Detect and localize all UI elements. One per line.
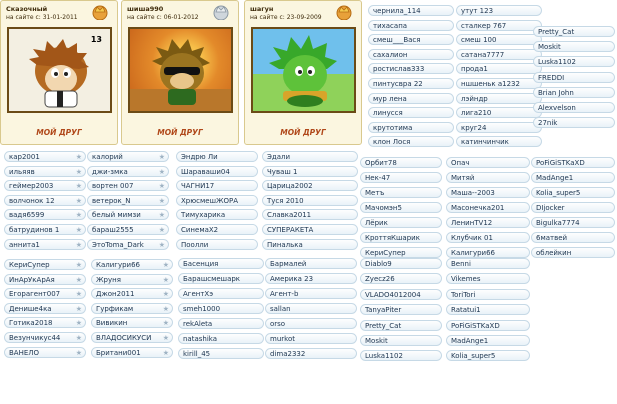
friend-name-chip[interactable] — [4, 332, 86, 343]
friend-name: Чуваш 1 — [267, 167, 298, 176]
friend-name: облейкин — [536, 249, 572, 257]
friend-name: Клубчик 01 — [451, 234, 493, 242]
friend-name-chip[interactable] — [531, 247, 615, 258]
friend-name: Жруня — [96, 275, 121, 284]
friend-name-chip[interactable] — [456, 122, 542, 133]
friend-name: Везунчикус44 — [9, 334, 61, 342]
friend-name-chip[interactable] — [91, 347, 173, 358]
friend-name-chip[interactable] — [368, 136, 454, 147]
star-icon[interactable]: ★ — [75, 334, 82, 342]
friend-name: Diablo9 — [365, 260, 392, 268]
star-icon[interactable]: ★ — [75, 153, 82, 161]
friend-nick[interactable]: шагун — [250, 5, 274, 13]
friend-name-chip[interactable] — [360, 304, 442, 315]
friend-name: круг24 — [461, 123, 487, 132]
friend-name-chip[interactable] — [456, 5, 542, 16]
friend-name-chip[interactable] — [360, 335, 442, 346]
friend-name: Калигури66 — [451, 249, 496, 257]
friend-name: ншшеньк a1232 — [461, 80, 520, 88]
friend-name: Туся 2010 — [267, 196, 304, 205]
friend-name-chip[interactable] — [533, 117, 615, 128]
star-icon[interactable]: ★ — [162, 319, 169, 328]
friend-name: вортен 007 — [92, 182, 134, 191]
friend-name-chip[interactable] — [178, 273, 264, 284]
friend-name-chip[interactable] — [368, 107, 454, 118]
my-friend-label: МОЙ ДРУГ — [157, 128, 203, 137]
friend-name: ХрюсмешЖОРА — [181, 196, 239, 205]
friend-name-chip[interactable] — [262, 151, 358, 162]
friend-name-chip[interactable] — [87, 151, 169, 162]
friend-name-chip[interactable] — [368, 5, 454, 16]
friend-name-chip[interactable] — [176, 151, 258, 162]
friend-name: Барашсмешарк — [183, 275, 241, 283]
friend-name-chip[interactable] — [176, 180, 258, 191]
friend-card-3[interactable] — [244, 0, 362, 145]
friend-name-chip[interactable] — [176, 209, 258, 220]
friend-name: крутотима — [373, 123, 413, 132]
friend-name: Бармалей — [270, 260, 307, 268]
star-icon[interactable]: ★ — [162, 334, 169, 342]
friend-name: Brian John — [538, 88, 574, 97]
friend-name-chip[interactable] — [4, 151, 86, 162]
friend-name-chip[interactable] — [265, 348, 357, 359]
friend-name: калорий — [92, 153, 123, 161]
friend-name: Нек-47 — [365, 174, 391, 182]
star-icon[interactable]: ★ — [158, 196, 165, 205]
friend-name-chip[interactable] — [91, 259, 173, 270]
friend-name: rekAleta — [183, 320, 213, 328]
friend-name-chip[interactable] — [446, 202, 530, 213]
friend-name-chip[interactable] — [265, 318, 357, 329]
friend-name: natashika — [183, 335, 218, 343]
friend-name-chip[interactable] — [4, 239, 86, 250]
friend-name-chip[interactable] — [360, 289, 442, 300]
star-icon[interactable]: ★ — [158, 167, 165, 176]
crown-icon — [335, 4, 353, 20]
friend-name-chip[interactable] — [360, 157, 442, 168]
friend-name: тихасапа — [373, 21, 408, 30]
friend-name-chip[interactable] — [176, 224, 258, 235]
friend-name-chip[interactable] — [87, 180, 169, 191]
friend-name-chip[interactable] — [4, 288, 86, 299]
friend-name-chip[interactable] — [533, 72, 615, 83]
star-icon[interactable]: ★ — [162, 290, 169, 299]
friend-name: Басенция — [183, 260, 219, 268]
friend-name-chip[interactable] — [178, 333, 264, 344]
friend-name: orso — [270, 320, 286, 328]
star-icon[interactable]: ★ — [75, 196, 82, 205]
friend-name: ЛенинTV12 — [451, 219, 493, 227]
friend-name-chip[interactable] — [4, 224, 86, 235]
friend-name: TanyaPiter — [365, 306, 402, 315]
friend-name: АгентХэ — [183, 290, 214, 298]
friend-name: MadAnge1 — [536, 174, 574, 182]
friend-nick[interactable]: Сказочный — [6, 5, 48, 13]
member-since: на сайте с: 06-01-2012 — [127, 14, 199, 21]
friend-name-chip[interactable] — [446, 187, 530, 198]
friend-avatar[interactable] — [128, 27, 233, 113]
friend-name-chip[interactable] — [446, 217, 530, 228]
friend-name: Zyecz26 — [365, 275, 395, 284]
friend-name: Британи001 — [96, 348, 141, 357]
friend-name: Славка2011 — [267, 211, 312, 220]
friend-name: Эдали — [267, 153, 291, 161]
friend-name: утут 123 — [461, 7, 494, 15]
my-friend-label: МОЙ ДРУГ — [280, 128, 326, 137]
friend-name: Benni — [451, 260, 471, 268]
friend-name: кар2001 — [9, 153, 40, 161]
friend-name-chip[interactable] — [533, 87, 615, 98]
star-icon[interactable]: ★ — [75, 319, 82, 328]
friend-name: ветерок_N — [92, 196, 131, 205]
friend-name-chip[interactable] — [360, 273, 442, 284]
friend-name-chip[interactable] — [178, 303, 264, 314]
friend-name: Пиналька — [267, 240, 303, 249]
friend-name-chip[interactable] — [456, 34, 542, 45]
friend-name-chip[interactable] — [368, 78, 454, 89]
friend-name: СинемаX2 — [181, 226, 219, 234]
friend-name-chip[interactable] — [456, 107, 542, 118]
friend-name-chip[interactable] — [4, 166, 86, 177]
friend-name: Мачомэн5 — [365, 204, 402, 212]
friend-name: КроттяКшарик — [365, 234, 420, 242]
friend-name: Опач — [451, 159, 470, 167]
friend-name-chip[interactable] — [446, 258, 530, 269]
friend-name-chip[interactable] — [446, 350, 530, 361]
friend-name: PoFiGiSTKaXD — [536, 159, 585, 167]
friend-name-chip[interactable] — [456, 63, 542, 74]
friend-name: smeh1000 — [183, 305, 221, 313]
friend-name-chip[interactable] — [91, 332, 173, 343]
friend-name-chip[interactable] — [176, 239, 258, 250]
friend-name: Масонечка201 — [451, 204, 505, 212]
friend-name: 27nik — [538, 119, 558, 128]
friend-name-chip[interactable] — [368, 93, 454, 104]
friend-name: смеш___Вася — [373, 36, 421, 45]
friend-name-chip[interactable] — [360, 187, 442, 198]
star-icon[interactable]: ★ — [158, 153, 165, 161]
friend-avatar[interactable] — [7, 27, 112, 113]
friend-name: Гурфикам — [96, 304, 134, 313]
friend-name: Царица2002 — [267, 182, 313, 191]
my-friend-label: МОЙ ДРУГ — [36, 128, 82, 137]
friend-name-chip[interactable] — [368, 49, 454, 60]
star-icon[interactable]: ★ — [75, 167, 82, 176]
friend-name: Alexvelson — [538, 104, 576, 112]
friend-name-chip[interactable] — [360, 258, 442, 269]
star-icon[interactable]: ★ — [158, 182, 165, 191]
friend-name-chip[interactable] — [446, 247, 530, 258]
friend-name: FREDDI — [538, 73, 565, 82]
friend-name-chip[interactable] — [91, 288, 173, 299]
friend-name-chip[interactable] — [91, 317, 173, 328]
friend-name: Маша--2003 — [451, 189, 495, 197]
friend-name-chip[interactable] — [87, 239, 169, 250]
friend-name: лига210 — [461, 109, 492, 118]
crown-icon — [91, 4, 109, 20]
friend-card-1[interactable] — [0, 0, 118, 145]
friend-name: батрудинов 1 — [9, 226, 60, 234]
friend-name-chip[interactable] — [531, 187, 615, 198]
friend-name-chip[interactable] — [360, 172, 442, 183]
friend-name: КериСупер — [365, 249, 406, 257]
friend-name: Ratatui1 — [451, 306, 481, 315]
friend-name-chip[interactable] — [531, 232, 615, 243]
friend-name-chip[interactable] — [360, 217, 442, 228]
friend-name: Орбит78 — [365, 159, 397, 167]
friend-name: волчонок 12 — [9, 196, 55, 205]
friend-name-chip[interactable] — [533, 41, 615, 52]
friend-name: линусся — [373, 109, 403, 118]
friend-name-chip[interactable] — [178, 258, 264, 269]
friend-name: аннита1 — [9, 240, 40, 249]
crown-icon — [212, 4, 230, 20]
friend-name-chip[interactable] — [265, 303, 357, 314]
friend-name: kirill_45 — [183, 350, 211, 358]
friend-name-chip[interactable] — [456, 136, 542, 147]
star-icon[interactable]: ★ — [75, 290, 82, 299]
friend-name: Moskit — [365, 337, 388, 345]
friend-name-chip[interactable] — [456, 78, 542, 89]
friend-name: сатана7777 — [461, 50, 505, 59]
friend-name-chip[interactable] — [368, 122, 454, 133]
friend-name-chip[interactable] — [360, 350, 442, 361]
friend-name: Джон2011 — [96, 290, 135, 299]
friend-name: прода1 — [461, 65, 488, 74]
friend-name: лэйндр — [461, 94, 488, 103]
friend-name: ильяяв — [9, 167, 35, 176]
friend-name-chip[interactable] — [446, 335, 530, 346]
friend-name-chip[interactable] — [178, 348, 264, 359]
friend-name: Kolia_super5 — [451, 352, 496, 361]
friend-name: Тимухарика — [181, 211, 226, 220]
friend-name: СУПЕРАКЕТА — [267, 226, 314, 234]
friend-name-chip[interactable] — [446, 232, 530, 243]
friend-name-chip[interactable] — [178, 288, 264, 299]
friend-name: Америка 23 — [270, 275, 314, 283]
friend-name-chip[interactable] — [456, 49, 542, 60]
star-icon[interactable]: ★ — [162, 304, 169, 313]
friend-name: геймер2003 — [9, 182, 54, 191]
friend-name-chip[interactable] — [4, 180, 86, 191]
friend-name-chip[interactable] — [262, 239, 358, 250]
friend-name: Готика2018 — [9, 319, 53, 328]
friend-name: sallan — [270, 305, 291, 313]
friend-name: Егорагент007 — [9, 290, 61, 299]
friend-name: VLADO4012004 — [365, 290, 421, 299]
friend-name-chip[interactable] — [531, 172, 615, 183]
friend-name: катинчинчик — [461, 138, 509, 147]
level-badge: 13 — [90, 35, 102, 44]
friend-name: клон Лося — [373, 138, 411, 147]
friend-name-chip[interactable] — [262, 195, 358, 206]
friend-name-chip[interactable] — [4, 347, 86, 358]
friend-name-chip[interactable] — [4, 195, 86, 206]
friend-name-chip[interactable] — [446, 304, 530, 315]
friend-name-chip[interactable] — [176, 195, 258, 206]
star-icon[interactable]: ★ — [162, 348, 169, 357]
friend-name-chip[interactable] — [262, 180, 358, 191]
friend-name-chip[interactable] — [446, 289, 530, 300]
friend-name: джи-змка — [92, 167, 128, 176]
friend-name-chip[interactable] — [456, 20, 542, 31]
member-since: на сайте с: 23-09-2009 — [250, 14, 322, 21]
star-icon[interactable]: ★ — [75, 211, 82, 220]
friend-name-chip[interactable] — [360, 320, 442, 331]
friend-name-chip[interactable] — [265, 273, 357, 284]
star-icon[interactable]: ★ — [75, 226, 82, 234]
friend-name-chip[interactable] — [262, 166, 358, 177]
star-icon[interactable]: ★ — [75, 240, 82, 249]
friend-name-chip[interactable] — [262, 224, 358, 235]
friend-name: ИнАрУкАрАя — [9, 275, 55, 284]
star-icon[interactable]: ★ — [75, 182, 82, 191]
friend-name-chip[interactable] — [4, 303, 86, 314]
friend-name-chip[interactable] — [91, 303, 173, 314]
friend-name-chip[interactable] — [176, 166, 258, 177]
friend-name-chip[interactable] — [360, 202, 442, 213]
friend-name: Агент-b — [270, 290, 299, 298]
friend-nick[interactable]: шиша990 — [127, 5, 164, 13]
friend-avatar[interactable] — [251, 27, 356, 113]
friend-name: Moskit — [538, 43, 561, 52]
friend-name: Калигури66 — [96, 261, 141, 269]
friend-name-chip[interactable] — [446, 320, 530, 331]
star-icon[interactable]: ★ — [75, 275, 82, 284]
friend-name-chip[interactable] — [265, 333, 357, 344]
friend-name: Luska1102 — [538, 58, 576, 67]
friend-name-chip[interactable] — [87, 166, 169, 177]
friend-name-chip[interactable] — [265, 288, 357, 299]
friend-name: ЧАГНИ17 — [181, 182, 215, 191]
friend-name-chip[interactable] — [531, 157, 615, 168]
friend-name-chip[interactable] — [533, 102, 615, 113]
friend-name: Поолли — [181, 240, 209, 249]
member-since: на сайте с: 31-01-2011 — [6, 14, 78, 21]
friend-name: белый мимзи — [92, 211, 141, 220]
friend-name-chip[interactable] — [446, 172, 530, 183]
friend-name: Лёрик — [365, 219, 388, 227]
star-icon[interactable]: ★ — [162, 261, 169, 269]
friend-name: murkot — [270, 335, 295, 343]
friend-name: КериСупер — [9, 261, 50, 269]
friend-card-2[interactable] — [121, 0, 239, 145]
friend-name-chip[interactable] — [531, 217, 615, 228]
friend-name: ВАНЕЛО — [9, 348, 40, 357]
friend-name: Pretty_Cat — [365, 321, 402, 330]
friend-name: пинтусвра 22 — [373, 80, 423, 88]
friend-name-chip[interactable] — [533, 56, 615, 67]
friend-name-chip[interactable] — [87, 195, 169, 206]
friend-name: бараш2555 — [92, 226, 134, 234]
friend-name-chip[interactable] — [360, 247, 442, 258]
friend-name-chip[interactable] — [87, 209, 169, 220]
friend-name: Денише4ка — [9, 304, 52, 313]
friend-name: сахалион — [373, 50, 408, 59]
friend-name: DIjocker — [536, 204, 565, 212]
friend-name-chip[interactable] — [360, 232, 442, 243]
star-icon[interactable]: ★ — [158, 240, 165, 249]
star-icon[interactable]: ★ — [75, 348, 82, 357]
friend-name: MadAnge1 — [451, 337, 489, 345]
star-icon[interactable]: ★ — [75, 261, 82, 269]
friend-name: Шараваши04 — [181, 167, 230, 176]
friend-name: сталкер 767 — [461, 21, 507, 30]
friend-name: PoFiGiSTKaXD — [451, 321, 500, 330]
friend-name: ВЛАДОСИКУСИ — [96, 334, 152, 342]
star-icon[interactable]: ★ — [162, 275, 169, 284]
friend-name: чернила_114 — [373, 7, 421, 15]
friend-name: смеш 100 — [461, 36, 497, 45]
friend-name: dima2332 — [270, 350, 306, 358]
friend-name: Вивикин — [96, 319, 128, 328]
friend-name-chip[interactable] — [446, 273, 530, 284]
friend-name-chip[interactable] — [533, 26, 615, 37]
friend-name-chip[interactable] — [531, 202, 615, 213]
friend-name: Kolia_super5 — [536, 189, 581, 197]
friend-name: ростислав333 — [373, 65, 425, 74]
friend-name: Pretty_Cat — [538, 28, 575, 36]
friend-name-chip[interactable] — [178, 318, 264, 329]
friend-name-chip[interactable] — [265, 258, 357, 269]
friend-name-chip[interactable] — [262, 209, 358, 220]
friend-name-chip[interactable] — [4, 209, 86, 220]
friend-name-chip[interactable] — [87, 224, 169, 235]
friend-name: ЭтоToma_Dark — [92, 240, 144, 249]
friend-name-chip[interactable] — [368, 20, 454, 31]
friend-name-chip[interactable] — [456, 93, 542, 104]
friend-name-chip[interactable] — [4, 259, 86, 270]
friend-name: ToriTori — [451, 290, 476, 299]
friend-name: Митяй — [451, 174, 475, 182]
star-icon[interactable]: ★ — [158, 226, 165, 234]
friend-name: Bigulka7774 — [536, 219, 580, 227]
star-icon[interactable]: ★ — [75, 304, 82, 313]
friend-name-chip[interactable] — [446, 157, 530, 168]
friend-name-chip[interactable] — [4, 274, 86, 285]
friend-name: вадя6599 — [9, 211, 45, 220]
friend-name-chip[interactable] — [368, 34, 454, 45]
friend-name-chip[interactable] — [4, 317, 86, 328]
friend-name: Метъ — [365, 189, 385, 197]
friend-name: Luska1102 — [365, 352, 403, 361]
friend-name: мур лена — [373, 94, 407, 103]
friend-name-chip[interactable] — [368, 63, 454, 74]
friend-name-chip[interactable] — [91, 274, 173, 285]
friend-name: 6матвей — [536, 234, 568, 242]
friend-name: Эндрю Ли — [181, 153, 218, 161]
friend-name: Vikemes — [451, 275, 481, 284]
star-icon[interactable]: ★ — [158, 211, 165, 220]
